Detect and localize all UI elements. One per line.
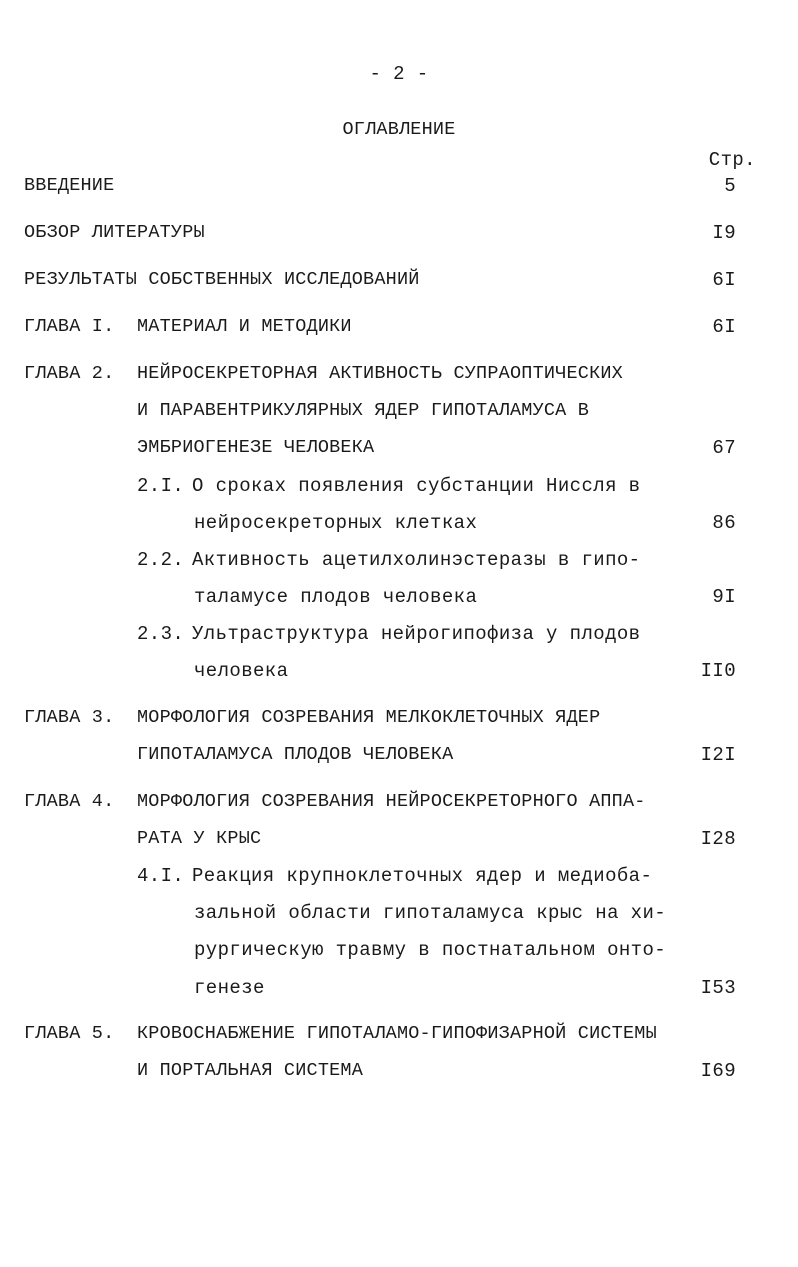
toc-chapter-2-prefix: ГЛАВА 2. [24, 363, 115, 384]
toc-page-introduction: 5 [724, 175, 736, 197]
toc-section-2-1-title-line: нейросекреторных клетках [194, 512, 478, 534]
toc-section-2-1-prefix: 2.I. [137, 475, 185, 497]
toc-section-2-2-title-line: Активность ацетилхолинэстеразы в гипо- [192, 549, 641, 571]
page-column-header: Стр. [708, 149, 756, 171]
toc-entry-literature-review: ОБЗОР ЛИТЕРАТУРЫ [24, 222, 205, 243]
toc-chapter-4-title-line: МОРФОЛОГИЯ СОЗРЕВАНИЯ НЕЙРОСЕКРЕТОРНОГО АППА- [137, 791, 646, 812]
toc-chapter-5-title-line: КРОВОСНАБЖЕНИЕ ГИПОТАЛАМО-ГИПОФИЗАРНОЙ СИСТЕМЫ [137, 1023, 657, 1044]
toc-chapter-4-page: I28 [700, 828, 736, 850]
toc-chapter-2-title-line: И ПАРАВЕНТРИКУЛЯРНЫХ ЯДЕР ГИПОТАЛАМУСА В [137, 400, 590, 421]
toc-section-4-1-title-line: Реакция крупноклеточных ядер и медиоба- [192, 865, 653, 887]
toc-chapter-3-prefix: ГЛАВА 3. [24, 707, 115, 728]
toc-section-4-1-title-line: рургическую травму в постнатальном онто- [194, 939, 667, 961]
toc-chapter-2-title-line: ЭМБРИОГЕНЕЗЕ ЧЕЛОВЕКА [137, 437, 375, 458]
toc-chapter-1-page: 6I [712, 316, 736, 338]
toc-section-2-2-page: 9I [712, 586, 736, 608]
toc-chapter-1-title: МАТЕРИАЛ И МЕТОДИКИ [137, 316, 352, 337]
toc-section-2-1-title-line: О сроках появления субстанции Ниссля в [192, 475, 641, 497]
toc-chapter-2-page: 67 [712, 437, 736, 459]
toc-section-2-3-prefix: 2.3. [137, 623, 185, 645]
toc-section-2-3-title-line: человека [194, 660, 289, 682]
toc-section-2-3-title-line: Ультраструктура нейрогипофиза у плодов [192, 623, 641, 645]
page-number: - 2 - [369, 63, 429, 85]
toc-section-2-2-prefix: 2.2. [137, 549, 185, 571]
toc-page-literature-review: I9 [712, 222, 736, 244]
toc-section-2-2-title-line: таламусе плодов человека [194, 586, 478, 608]
toc-entry-results: РЕЗУЛЬТАТЫ СОБСТВЕННЫХ ИССЛЕДОВАНИЙ [24, 269, 420, 290]
toc-chapter-4-title-line: РАТА У КРЫС [137, 828, 262, 849]
toc-chapter-3-title-line: МОРФОЛОГИЯ СОЗРЕВАНИЯ МЕЛКОКЛЕТОЧНЫХ ЯДЕР [137, 707, 601, 728]
toc-chapter-5-page: I69 [700, 1060, 736, 1082]
toc-section-4-1-title-line: генезе [194, 977, 265, 999]
toc-chapter-3-page: I2I [700, 744, 736, 766]
toc-chapter-5-prefix: ГЛАВА 5. [24, 1023, 115, 1044]
toc-section-4-1-title-line: зальной области гипоталамуса крыс на хи- [194, 902, 667, 924]
toc-section-2-3-page: II0 [700, 660, 736, 682]
toc-chapter-1-prefix: ГЛАВА I. [24, 316, 115, 337]
toc-chapter-4-prefix: ГЛАВА 4. [24, 791, 115, 812]
toc-chapter-3-title-line: ГИПОТАЛАМУСА ПЛОДОВ ЧЕЛОВЕКА [137, 744, 454, 765]
toc-section-2-1-page: 86 [712, 512, 736, 534]
toc-chapter-5-title-line: И ПОРТАЛЬНАЯ СИСТЕМА [137, 1060, 364, 1081]
toc-section-4-1-prefix: 4.I. [137, 865, 185, 887]
toc-page-results: 6I [712, 269, 736, 291]
page-title: ОГЛАВЛЕНИЕ [342, 119, 456, 140]
toc-chapter-2-title-line: НЕЙРОСЕКРЕТОРНАЯ АКТИВНОСТЬ СУПРАОПТИЧЕСКИХ [137, 363, 623, 384]
toc-entry-introduction: ВВЕДЕНИЕ [24, 175, 115, 196]
toc-section-4-1-page: I53 [700, 977, 736, 999]
